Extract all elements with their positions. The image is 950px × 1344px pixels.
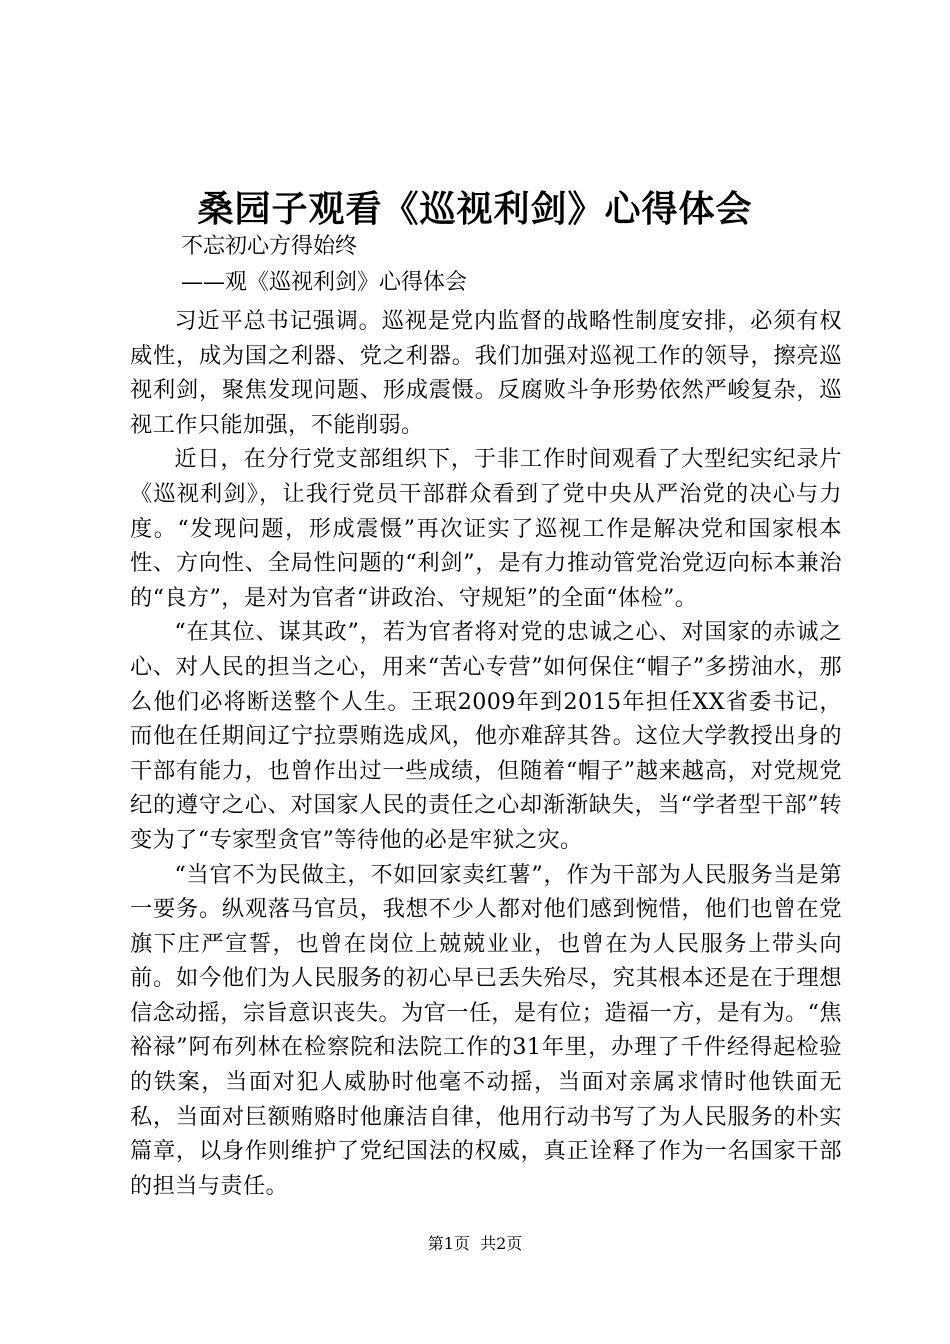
body-paragraph: 近日，在分行党支部组织下，于非工作时间观看了大型纪实纪录片《巡视利剑》，让我行党员干部群众看到了党中央从严治党的决心与力度。“发现问题，形成震慑”再次证实了巡视工作是解决党和国家根本性、方向性、全局性问题的“利剑”，是有力推动管党治党迈向标本兼治的“良方”，是对为官者“讲政治、守规矩”的全面“体检”。: [130, 446, 842, 611]
body-paragraph: “在其位、谋其政”，若为官者将对党的忠诚之心、对国家的赤诚之心、对人民的担当之心，用来“苦心专营”如何保住“帽子”多捞油水，那么他们必将断送整个人生。王珉2009年到2015年担任XX省委书记，而他在任期间辽宁拉票贿选成风，他亦难辞其咎。这位大学教授出身的干部有能力，也曾作出过一些成绩，但随着“帽子”越来越高，对党规党纪的遵守之心、对国家人民的责任之心却渐渐缺失，当“学者型干部”转变为了“专家型贪官”等待他的必是牢狱之灾。: [130, 619, 842, 853]
page-footer: [0, 1232, 950, 1256]
document-body: [130, 304, 842, 1203]
document-title: 桑园子观看《巡视利剑》心得体会: [197, 188, 753, 230]
document-subtitle-source: ——观《巡视利剑》心得体会: [181, 270, 468, 295]
page-number: 第1页 共2页: [427, 1234, 523, 1253]
document-subtitle: 不忘初心方得始终: [181, 234, 358, 259]
body-paragraph: 习近平总书记强调。巡视是党内监督的战略性制度安排，必须有权威性，成为国之利器、党之利器。我们加强对巡视工作的领导，擦亮巡视利剑，聚焦发现问题、形成震慑。反腐败斗争形势依然严峻复杂，巡视工作只能加强，不能削弱。: [130, 308, 842, 438]
body-paragraph: “当官不为民做主，不如回家卖红薯”，作为干部为人民服务当是第一要务。纵观落马官员，我想不少人都对他们感到惋惜，他们也曾在党旗下庄严宣誓，也曾在岗位上兢兢业业，也曾在为人民服务上带头向前。如今他们为人民服务的初心早已丢失殆尽，究其根本还是在于理想信念动摇，宗旨意识丧失。为官一任，是有位；造福一方，是有为。“焦裕禄”阿布列林在检察院和法院工作的31年里，办理了千件经得起检验的铁案，当面对犯人威胁时他毫不动摇，当面对亲属求情时他铁面无私，当面对巨额贿赂时他廉洁自律，他用行动书写了为人民服务的朴实篇章，以身作则维护了党纪国法的权威，真正诠释了作为一名国家干部的担当与责任。: [130, 861, 842, 1199]
